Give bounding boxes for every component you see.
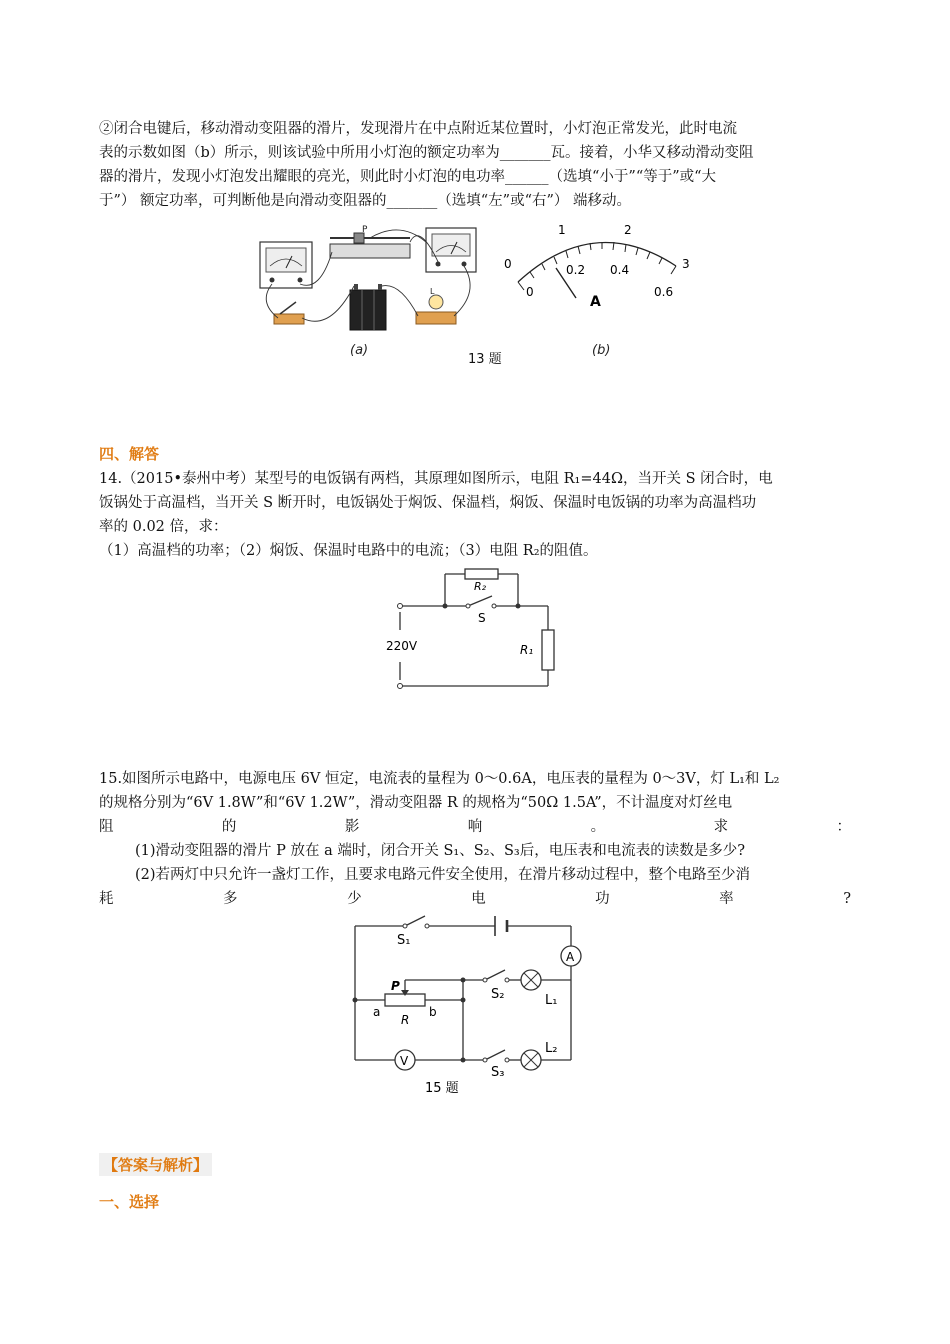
section1-heading: 一、选择 (99, 1193, 160, 1211)
q13-line-1: ②闭合电键后，移动滑动变阻器的滑片，发现滑片在中点附近某位置时，小灯泡正常发光，此时电流 (99, 121, 737, 137)
s2-label: S₂ (491, 987, 505, 1002)
q15-line-3: 阻 的 影 响 。 求 ： (99, 819, 851, 835)
r2-resistor (465, 569, 498, 579)
dial-inner-0: 0 (526, 285, 534, 299)
q14-line-3: 率的 0.02 倍，求： (99, 519, 228, 535)
knife-switch-icon (274, 302, 304, 324)
dial-unit: A (590, 294, 601, 310)
l1-label: L₁ (545, 993, 558, 1008)
q14-r1-label: R₁ (520, 643, 534, 657)
q13-line-3: 器的滑片，发现小灯泡发出耀眼的亮光，则此时小灯泡的电功率______（选填“小于”“等于”或“大 (99, 169, 717, 185)
q14-switch-label: S (478, 611, 486, 625)
lamp-l2-icon (521, 1050, 541, 1070)
section4-heading: 四、解答 (99, 445, 160, 463)
q15-line-2: 的规格分别为“6V 1.8W”和“6V 1.2W”，滑动变阻器 R 的规格为“50Ω 1.5A”，不计温度对灯丝电 (99, 795, 733, 811)
q14-line-1: 14.（2015•泰州中考）某型号的电饭锅有两档，其原理如图所示，电阻 R₁=44Ω，当开关 S 闭合时，电 (99, 471, 773, 487)
q13-fig-a-label: (a) (350, 343, 369, 358)
q13-figure-b (498, 222, 698, 362)
q13-fig-b-label: (b) (592, 343, 611, 358)
terminal-top (398, 604, 403, 609)
q13-text (99, 117, 851, 213)
lamp-l1-icon (521, 970, 541, 990)
p-label: P (391, 979, 400, 993)
dial-outer-0: 0 (504, 257, 512, 271)
dial-outer-1: 1 (558, 223, 566, 237)
s3-label: S₃ (491, 1065, 505, 1080)
q13-figure-a (250, 222, 500, 362)
answers-heading: 【答案与解析】 (99, 1153, 212, 1176)
ammeter-device-icon (426, 228, 476, 272)
ammeter-label: A (566, 950, 575, 964)
q13-caption: 13 题 (468, 352, 502, 367)
l2-label: L₂ (545, 1041, 558, 1056)
q15-line-1: 15.如图所示电路中，电源电压 6V 恒定，电流表的量程为 0～0.6A，电压表的量程为 0～3V，灯 L₁和 L₂ (99, 771, 780, 787)
q14-line-4: （1）高温档的功率；（2）焖饭、保温时电路中的电流；（3）电阻 R₂的阻值。 (99, 543, 598, 559)
dial-inner-2: 0.4 (610, 263, 630, 277)
dial-inner-3: 0.6 (654, 285, 674, 299)
voltmeter-label: V (400, 1054, 409, 1068)
q15-line-4: (1)滑动变阻器的滑片 P 放在 a 端时，闭合开关 S₁、S₂、S₃后，电压表和电流表的读数是多少? (135, 843, 745, 859)
q15-text (99, 767, 851, 911)
s1-label: S₁ (397, 933, 411, 948)
q15-caption: 15 题 (425, 1081, 459, 1096)
lamp-holder-icon (416, 287, 456, 324)
dial-inner-1: 0.2 (566, 263, 586, 277)
svg-text:L: L (430, 287, 435, 296)
q14-r2-label: R₂ (474, 580, 487, 593)
terminal-bottom (398, 684, 403, 689)
q15-circuit (345, 912, 595, 1098)
q15-line-5: (2)若两灯中只允许一盏灯工作，且要求电路元件安全使用，在滑片移动过程中，整个电路至少消 (135, 867, 751, 883)
a-label: a (373, 1005, 381, 1019)
q14-circuit (380, 566, 560, 696)
q14-text (99, 467, 851, 563)
q14-voltage-label: 220V (386, 639, 418, 653)
r1-resistor (542, 630, 554, 670)
r-label: R (401, 1013, 410, 1027)
q14-line-2: 饭锅处于高温档，当开关 S 断开时，电饭锅处于焖饭、保温档，焖饭、保温时电饭锅的功率为高温档功 (99, 495, 757, 511)
dial-outer-3: 3 (682, 257, 690, 271)
q13-line-2: 表的示数如图（b）所示，则该试验中所用小灯泡的额定功率为_______瓦。接着，小华又移动滑动变阻 (99, 145, 754, 161)
q13-line-4: 于”） 额定功率，可判断他是向滑动变阻器的_______（选填“左”或“右”） 端移动。 (99, 193, 632, 209)
b-label: b (429, 1005, 437, 1019)
battery-pack-icon (350, 284, 386, 330)
q15-line-6: 耗 多 少 电 功 率 ? (99, 891, 851, 907)
dial-arc (518, 242, 676, 282)
voltmeter-device-icon (260, 242, 312, 288)
dial-outer-2: 2 (624, 223, 632, 237)
svg-text:P: P (362, 225, 368, 235)
